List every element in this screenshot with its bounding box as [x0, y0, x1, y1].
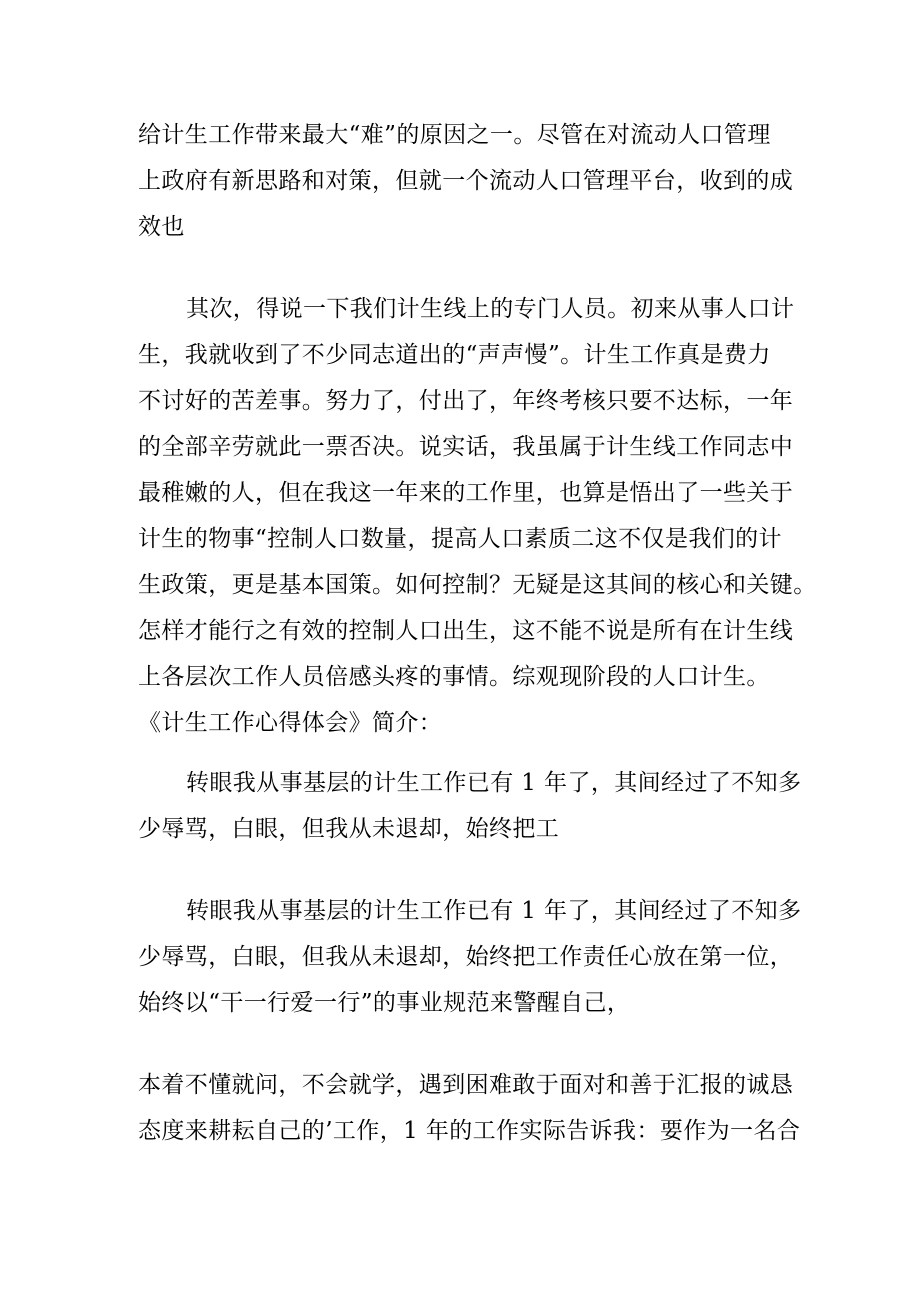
text-line: 态度来耕耘自己的’工作，1 年的工作实际告诉我：要作为一名合 [138, 1118, 801, 1144]
text-line: 的全部辛劳就此一票否决。说实话，我虽属于计生线工作同志中 [138, 434, 794, 460]
text-line: 转眼我从事基层的计生工作已有 1 年了，其间经过了不知多 [186, 770, 802, 796]
text-line: 效也 [138, 214, 185, 240]
paragraph-4 [138, 888, 802, 1026]
text-line: 少辱骂，白眼，但我从未退却，始终把工 [138, 816, 560, 842]
text-line: 最稚嫩的人，但在我这一年来的工作里，也算是悟出了一些关于 [138, 480, 794, 506]
text-line: 《计生工作心得体会》简介： [138, 710, 443, 736]
text-line: 上政府有新思路和对策，但就一个流动人口管理平台，收到的成 [138, 168, 794, 194]
text-line: 给计生工作带来最大“难”的原因之一。尽管在对流动人口管理 [138, 122, 771, 148]
text-line: 始终以“干一行爱一行”的事业规范来警醒自己， [138, 990, 631, 1016]
paragraph-5 [138, 1062, 801, 1154]
text-line: 生，我就收到了不少同志道出的“声声慢”。计生工作真是费力 [138, 342, 771, 368]
paragraph-2 [138, 286, 817, 746]
text-line: 少辱骂，白眼，但我从未退却，始终把工作责任心放在第一位， [138, 944, 794, 970]
text-line: 本着不懂就问，不会就学，遇到困难敢于面对和善于汇报的诚恳 [138, 1072, 794, 1098]
paragraph-3 [138, 760, 802, 852]
text-line: 不讨好的苦差事。努力了，付出了，年终考核只要不达标，一年 [138, 388, 794, 414]
text-line: 上各层次工作人员倍感头疼的事情。综观现阶段的人口计生。 [138, 664, 770, 690]
text-line: 计生的物事“控制人口数量，提高人口素质二这不仅是我们的计 [138, 526, 782, 552]
text-line: 转眼我从事基层的计生工作已有 1 年了，其间经过了不知多 [186, 898, 802, 924]
paragraph-1 [138, 112, 794, 250]
text-line: 怎样才能行之有效的控制人口出生，这不能不说是所有在计生线 [138, 618, 794, 644]
text-line: 其次，得说一下我们计生线上的专门人员。初来从事人口计 [186, 296, 795, 322]
text-line: 生政策，更是基本国策。如何控制？无疑是这其间的核心和关键。 [138, 572, 817, 598]
